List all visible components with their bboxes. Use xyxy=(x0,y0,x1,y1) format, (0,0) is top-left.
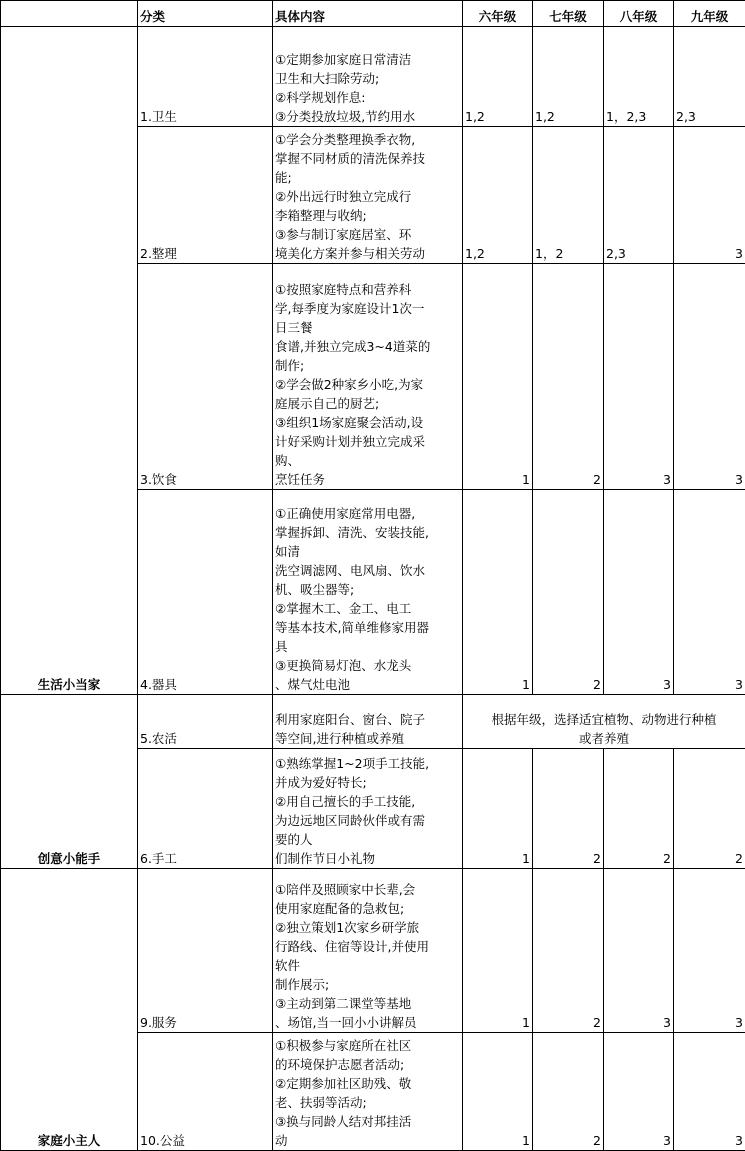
header-category: 分类 xyxy=(138,1,273,27)
grade8-value: 2 xyxy=(604,749,674,869)
content-cell xyxy=(273,27,463,127)
content-line: ③换与同龄人结对邦挂活 xyxy=(275,1114,412,1129)
category-cell: 9.服务 xyxy=(138,869,273,1033)
content-line: ①按照家庭特点和营养科 xyxy=(275,282,412,297)
content-line: 洗空调滤网、电风扇、饮水 xyxy=(275,563,426,578)
content-cell xyxy=(273,127,463,264)
content-cell xyxy=(273,869,463,1033)
content-line: 卫生和大扫除劳动; xyxy=(275,71,380,86)
grade8-value: 3 xyxy=(604,1033,674,1151)
category-cell: 6.手工 xyxy=(138,749,273,869)
header-grade7: 七年级 xyxy=(533,1,604,27)
content-line: ①正确使用家庭常用电器, xyxy=(275,506,416,521)
content-line: 软件 xyxy=(275,958,301,973)
content-line: 要的人 xyxy=(275,832,313,847)
content-line: 使用家庭配备的急救包; xyxy=(275,901,405,916)
header-grade6: 六年级 xyxy=(463,1,533,27)
content-line: ②学会做2种家乡小吃,为家 xyxy=(275,377,424,392)
category-cell: 4.器具 xyxy=(138,490,273,695)
content-line: 制作; xyxy=(275,358,305,373)
table-row xyxy=(1,869,745,1033)
header-grade8: 八年级 xyxy=(604,1,674,27)
grade7-value: 2 xyxy=(533,869,604,1033)
content-cell xyxy=(273,490,463,695)
grade8-value: 2,3 xyxy=(604,127,674,264)
content-line: 掌握不同材质的清洗保养技 xyxy=(275,151,426,166)
content-line: 行路线、住宿等设计,并使用 xyxy=(275,939,429,954)
grade7-value: 1,2 xyxy=(533,27,604,127)
content-line: ③参与制订家庭居室、环 xyxy=(275,227,412,242)
content-line: 的环境保护志愿者活动; xyxy=(275,1057,405,1072)
content-line: 们制作节日小礼物 xyxy=(275,851,376,866)
category-cell: 1.卫生 xyxy=(138,27,273,127)
grade7-value: 2 xyxy=(533,1033,604,1151)
content-cell xyxy=(273,695,463,749)
content-line: 购、 xyxy=(275,453,301,468)
grade9-value: 2 xyxy=(674,749,745,869)
content-line: 烹饪任务 xyxy=(275,472,326,487)
content-line: ③主动到第二课堂等基地 xyxy=(275,996,412,1011)
content-line: ②定期参加社区助残、敬 xyxy=(275,1076,412,1091)
content-line: ③分类投放垃圾,节约用水 xyxy=(275,109,416,124)
grade6-value: 1 xyxy=(463,749,533,869)
content-line: ①定期参加家庭日常清洁 xyxy=(275,52,412,67)
content-line: ②用自己擅长的手工技能, xyxy=(275,794,416,809)
content-line: 境美化方案并参与相关劳动 xyxy=(275,246,426,261)
grade6-value: 1,2 xyxy=(463,127,533,264)
content-line: 并成为爱好特长; xyxy=(275,775,367,790)
content-line: ③组织1场家庭聚会活动,设 xyxy=(275,415,424,430)
grade7-value: 2 xyxy=(533,749,604,869)
content-line: ①积极参与家庭所在社区 xyxy=(275,1038,412,1053)
content-line: ②掌握木工、金工、电工 xyxy=(275,601,412,616)
content-line: ①陪伴及照顾家中长辈,会 xyxy=(275,882,416,897)
table-row xyxy=(1,695,745,749)
content-line: 李箱整理与收纳; xyxy=(275,208,367,223)
grade6-value: 1,2 xyxy=(463,27,533,127)
content-line: ②科学规划作息: xyxy=(275,90,366,105)
note-line: 或者养殖 xyxy=(578,731,629,746)
content-line: ③更换简易灯泡、水龙头 xyxy=(275,658,412,673)
grade8-value: 1，2,3 xyxy=(604,27,674,127)
content-line: 为边远地区同龄伙伴或有需 xyxy=(275,813,426,828)
grade9-value: 3 xyxy=(674,869,745,1033)
grade6-value: 1 xyxy=(463,1033,533,1151)
content-line: 等空间,进行种植或养殖 xyxy=(275,731,404,746)
note-line: 根据年级，选择适宜植物、动物进行种植 xyxy=(491,712,717,727)
content-cell xyxy=(273,749,463,869)
content-line: 学,每季度为家庭设计1次一 xyxy=(275,301,425,316)
grade7-value: 2 xyxy=(533,490,604,695)
content-line: 日三餐 xyxy=(275,320,313,335)
content-line: ②外出远行时独立完成行 xyxy=(275,189,412,204)
grade9-value: 3 xyxy=(674,127,745,264)
category-cell: 5.农活 xyxy=(138,695,273,749)
content-line: 庭展示自己的厨艺; xyxy=(275,396,380,411)
content-line: ②独立策划1次家乡研学旅 xyxy=(275,920,420,935)
category-cell: 10.公益 xyxy=(138,1033,273,1151)
grade6-value: 1 xyxy=(463,490,533,695)
content-line: ①熟练掌握1~2项手工技能, xyxy=(275,756,430,771)
group-cell-creative: 创意小能手 xyxy=(1,695,138,869)
grade9-value: 3 xyxy=(674,264,745,490)
content-line: 掌握拆卸、清洗、安装技能, xyxy=(275,525,429,540)
table-row xyxy=(1,27,745,127)
content-line: 利用家庭阳台、窗台、院子 xyxy=(275,712,426,727)
group-cell-family: 家庭小主人 xyxy=(1,869,138,1151)
grade8-value: 3 xyxy=(604,869,674,1033)
grade7-value: 2 xyxy=(533,264,604,490)
content-line: 、煤气灶电池 xyxy=(275,677,351,692)
grade-span-note xyxy=(463,695,745,749)
content-line: 如清 xyxy=(275,544,301,559)
content-cell xyxy=(273,1033,463,1151)
content-line: 食谱,并独立完成3~4道菜的 xyxy=(275,339,431,354)
header-row xyxy=(1,1,745,27)
grade9-value: 3 xyxy=(674,1033,745,1151)
content-line: 机、吸尘器等; xyxy=(275,582,355,597)
content-line: 动 xyxy=(275,1133,288,1148)
grade9-value: 2,3 xyxy=(674,27,745,127)
group-cell-life: 生活小当家 xyxy=(1,27,138,695)
header-content: 具体内容 xyxy=(273,1,463,27)
grade6-value: 1 xyxy=(463,869,533,1033)
content-line: 老、扶弱等活动; xyxy=(275,1095,367,1110)
content-line: 制作展示; xyxy=(275,977,330,992)
grade8-value: 3 xyxy=(604,264,674,490)
content-line: 具 xyxy=(275,639,288,654)
grade7-value: 1，2 xyxy=(533,127,604,264)
grade6-value: 1 xyxy=(463,264,533,490)
category-cell: 2.整理 xyxy=(138,127,273,264)
corner-cell xyxy=(1,1,138,27)
content-line: 等基本技术,简单维修家用器 xyxy=(275,620,429,635)
header-grade9: 九年级 xyxy=(674,1,745,27)
content-line: ①学会分类整理换季衣物, xyxy=(275,132,416,147)
grade9-value: 3 xyxy=(674,490,745,695)
grade8-value: 3 xyxy=(604,490,674,695)
content-line: 计好采购计划并独立完成采 xyxy=(275,434,426,449)
content-line: 能; xyxy=(275,170,292,185)
category-cell: 3.饮食 xyxy=(138,264,273,490)
content-line: 、场馆,当一回小小讲解员 xyxy=(275,1015,417,1030)
content-cell xyxy=(273,264,463,490)
